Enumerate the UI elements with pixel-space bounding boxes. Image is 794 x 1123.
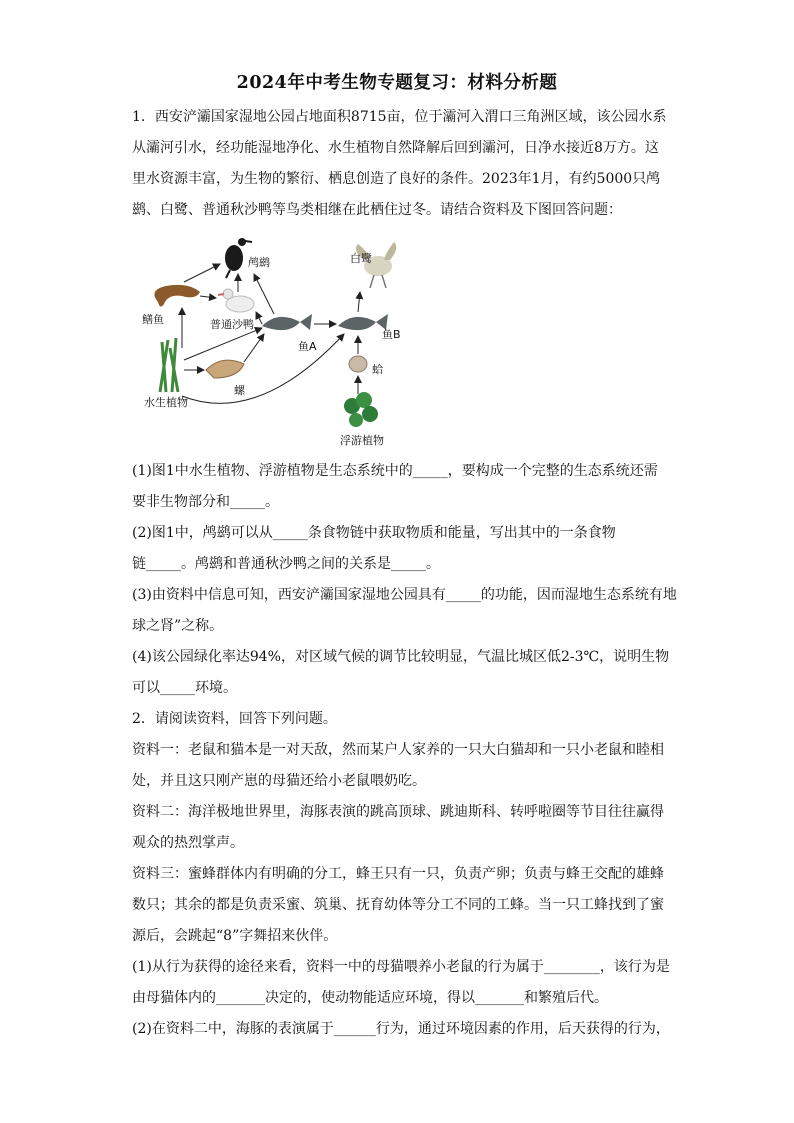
q2-line-10: 由母猫体内的_______决定的，使动物能适应环境，得以_______和繁殖后代。	[132, 990, 608, 1006]
q2-line-2: 资料一：老鼠和猫本是一对天敌，然而某户人家养的一只大白猫却和一只小老鼠和睦相	[132, 742, 664, 758]
q2-line-8: 源后，会跳起“8”字舞招来伙伴。	[132, 928, 338, 944]
q1-sub-3b: 球之肾”之称。	[132, 618, 224, 634]
q2-line-5: 观众的热烈掌声。	[132, 835, 244, 851]
q1-sub-3a: (3)由资料中信息可知，西安浐灞国家湿地公园具有_____的功能，因而湿地生态系统有地	[132, 587, 677, 603]
fish-b-label: 鱼B	[382, 328, 401, 341]
egret-image	[356, 242, 396, 288]
q1-sub-1a: (1)图1中水生植物、浮游植物是生态系统中的_____，要构成一个完整的生态系统还需	[132, 463, 658, 479]
food-web-diagram	[138, 230, 418, 455]
q1-sub-4a: (4)该公园绿化率达94%，对区域气候的调节比较明显，气温比城区低2-3℃，说明生物	[132, 649, 670, 665]
cormorant-label: 鸬鹚	[248, 256, 270, 269]
plankton-label: 浮游植物	[340, 434, 384, 447]
fish-b-image	[338, 314, 388, 330]
q2-line-1: 2．请阅读资料，回答下列问题。	[132, 711, 337, 727]
q1-line-3: 里水资源丰富，为生物的繁衍、栖息创造了良好的条件。2023年1月，有约5000只鸬	[132, 171, 661, 187]
fish-a-label: 鱼A	[298, 340, 317, 353]
q1-line-1: 1．西安浐灞国家湿地公园占地面积8715亩，位于灞河入渭口三角洲区域，该公园水系	[132, 109, 667, 125]
clam-image	[349, 356, 367, 372]
food-chain-arrows	[182, 264, 360, 403]
fish-a-image	[262, 314, 312, 330]
q2-line-7: 数只；其余的都是负责采蜜、筑巢、抚育幼体等分工不同的工蜂。当一只工蜂找到了蜜	[132, 897, 664, 913]
q2-line-11: (2)在资料二中，海豚的表演属于______行为，通过环境因素的作用，后天获得的行为，	[132, 1021, 670, 1037]
q2-line-3: 处，并且这只刚产崽的母猫还给小老鼠喂奶吃。	[132, 773, 426, 789]
q1-sub-2b: 链_____。鸬鹚和普通秋沙鸭之间的关系是_____。	[132, 556, 440, 572]
aquatic-plant-image	[160, 338, 178, 392]
page-title: 2024年中考生物专题复习：材料分析题	[236, 73, 558, 93]
q2-line-9: (1)从行为获得的途径来看，资料一中的母猫喂养小老鼠的行为属于________，该行为是	[132, 959, 670, 975]
q1-line-4: 鹚、白鹭、普通秋沙鸭等鸟类相继在此栖住过冬。请结合资料及下图回答问题：	[132, 202, 622, 218]
snail-label: 螺	[234, 384, 245, 397]
egret-label: 白鹭	[350, 252, 372, 265]
q2-line-6: 资料三：蜜蜂群体内有明确的分工，蜂王只有一只，负责产卵；负责与蜂王交配的雄蜂	[132, 866, 664, 882]
plankton-image	[344, 392, 378, 427]
q2-line-4: 资料二：海洋极地世界里，海豚表演的跳高顶球、跳迪斯科、转呼啦圈等节目往往赢得	[132, 804, 664, 820]
eel-label: 鳝鱼	[142, 313, 164, 326]
q1-line-2: 从灞河引水，经功能湿地净化、水生植物自然降解后回到灞河，日净水接近8万方。这	[132, 140, 659, 156]
merganser-label: 普通沙鸭	[210, 318, 254, 331]
eel-image	[154, 285, 200, 307]
q1-sub-2a: (2)图1中，鸬鹚可以从_____条食物链中获取物质和能量，写出其中的一条食物	[132, 525, 616, 541]
clam-label: 蛤	[372, 363, 383, 376]
merganser-image	[218, 289, 254, 312]
q1-sub-4b: 可以_____环境。	[132, 680, 237, 696]
aquatic-plant-label: 水生植物	[144, 396, 188, 409]
q1-sub-1b: 要非生物部分和_____。	[132, 494, 279, 510]
snail-image	[206, 360, 244, 378]
